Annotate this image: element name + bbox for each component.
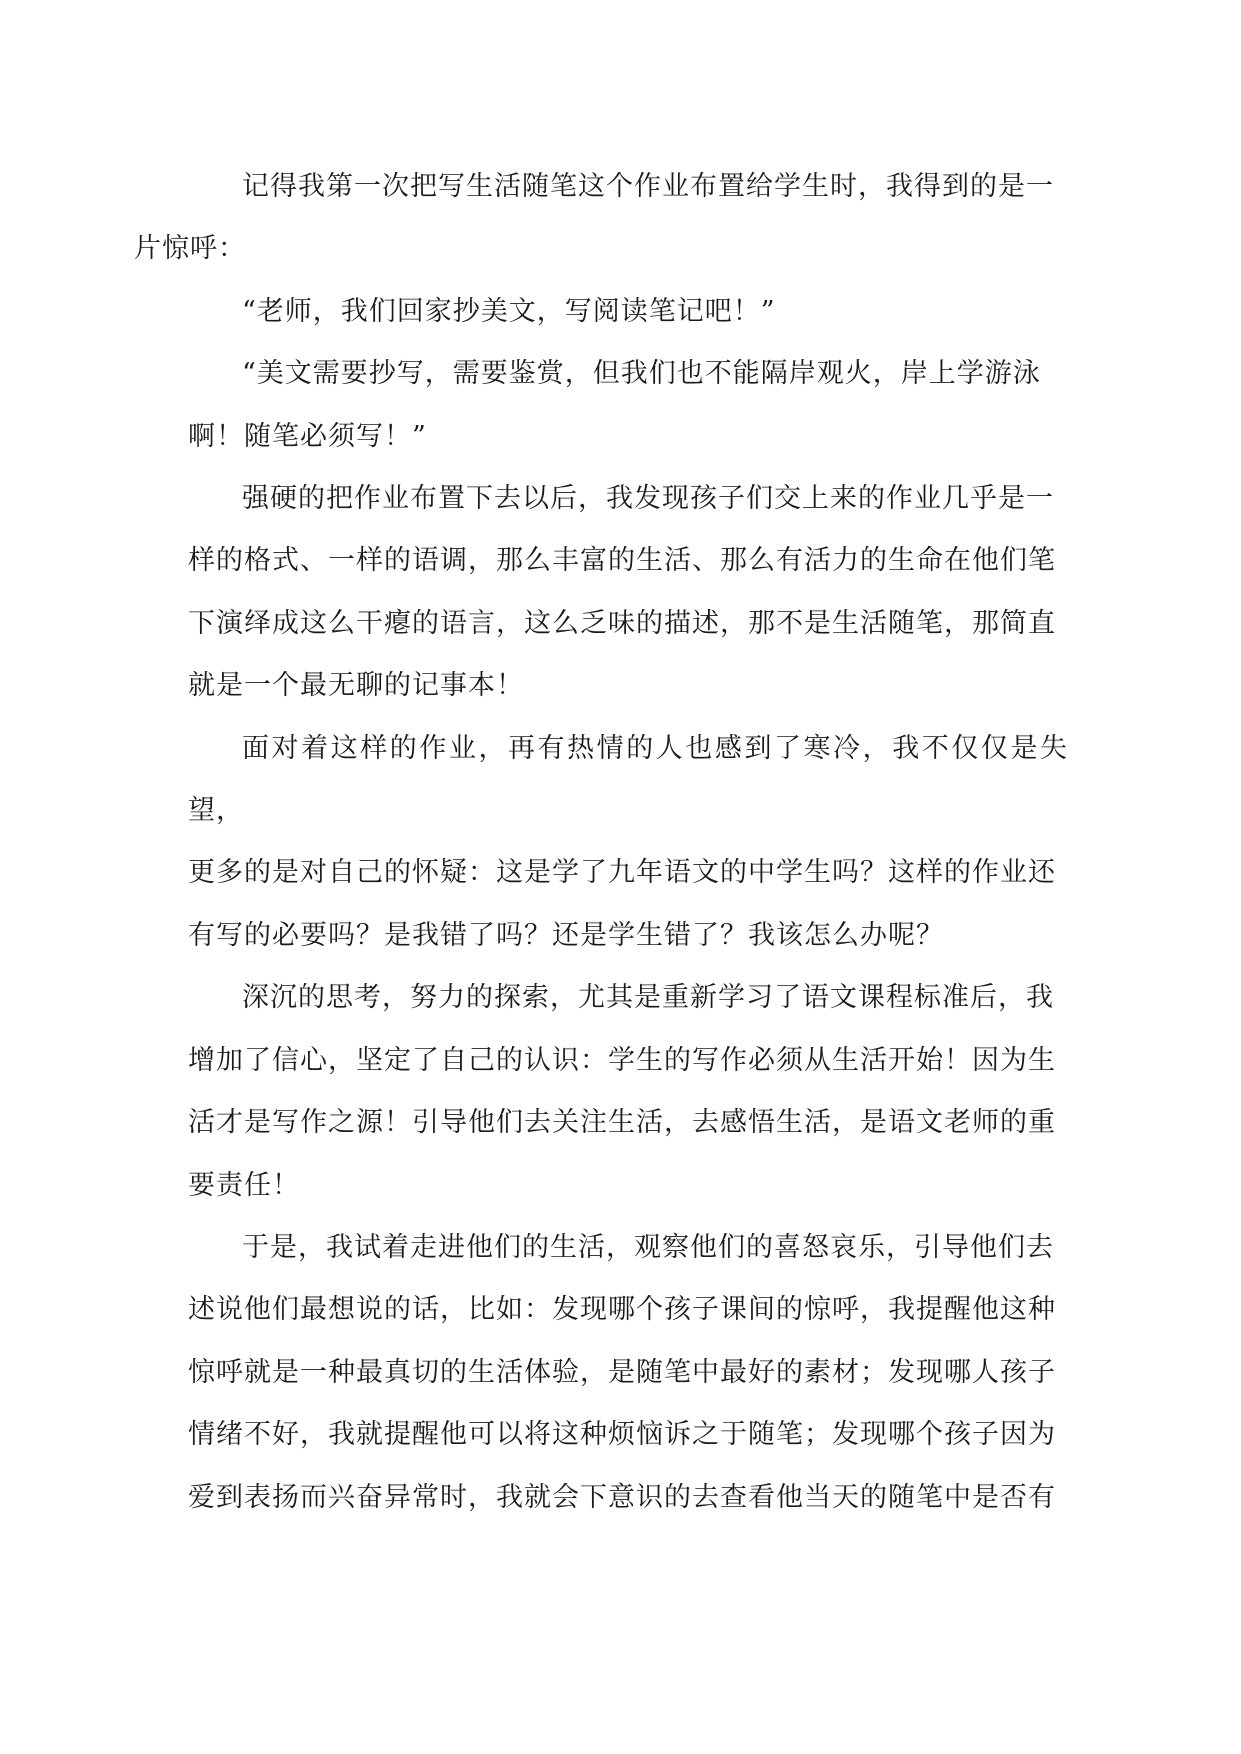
text-line: 记得我第一次把写生活随笔这个作业布置给学生时，我得到的是一 [242, 171, 1054, 202]
text-line: 下演绎成这么干瘪的语言，这么乏味的描述，那不是生活随笔，那简直 [188, 607, 1056, 639]
text-line: “美文需要抄写，需要鉴赏，但我们也不能隔岸观火，岸上学游泳 [242, 358, 1041, 390]
paragraph-7 [188, 1217, 1068, 1529]
paragraph-5 [188, 718, 1068, 968]
paragraph-3 [188, 343, 1068, 468]
text-line: 深沉的思考，努力的探索，尤其是重新学习了语文课程标准后，我 [242, 982, 1054, 1014]
text-line: 有写的必要吗？是我错了吗？还是学生错了？我该怎么办呢？ [188, 919, 944, 951]
text-line: 强硬的把作业布置下去以后，我发现孩子们交上来的作业几乎是一 [242, 483, 1054, 515]
text-line: 活才是写作之源！引导他们去关注生活，去感悟生活，是语文老师的重 [188, 1107, 1056, 1139]
text-line: 就是一个最无聊的记事本！ [188, 670, 524, 702]
paragraph-6 [188, 967, 1068, 1217]
text-line: 样的格式、一样的语调，那么丰富的生活、那么有活力的生命在他们笔 [188, 545, 1056, 577]
text-line: 啊！随笔必须写！” [188, 420, 427, 452]
text-line: 爱到表扬而兴奋异常时，我就会下意识的去查看他当天的随笔中是否有 [188, 1481, 1056, 1513]
document-body [134, 156, 1068, 1529]
text-line: “老师，我们回家抄美文，写阅读笔记吧！” [242, 295, 776, 327]
text-line: 更多的是对自己的怀疑：这是学了九年语文的中学生吗？这样的作业还 [188, 857, 1056, 889]
text-line: 述说他们最想说的话，比如：发现哪个孩子课间的惊呼，我提醒他这种 [188, 1294, 1056, 1326]
text-line: 增加了信心，坚定了自己的认识：学生的写作必须从生活开始！因为生 [188, 1044, 1056, 1076]
paragraph-4 [188, 468, 1068, 718]
text-line: 要责任！ [188, 1169, 300, 1201]
text-line: 面对着这样的作业，再有热情的人也感到了寒冷，我不仅仅是失望， [188, 732, 1068, 827]
text-line: 片惊呼： [134, 233, 246, 265]
text-line: 惊呼就是一种最真切的生活体验，是随笔中最好的素材；发现哪人孩子 [188, 1356, 1056, 1388]
text-line: 于是，我试着走进他们的生活，观察他们的喜怒哀乐，引导他们去 [242, 1231, 1054, 1263]
text-line: 情绪不好，我就提醒他可以将这种烦恼诉之于随笔；发现哪个孩子因为 [188, 1419, 1056, 1451]
paragraph-2 [188, 281, 1068, 343]
paragraph-1 [134, 156, 1068, 281]
